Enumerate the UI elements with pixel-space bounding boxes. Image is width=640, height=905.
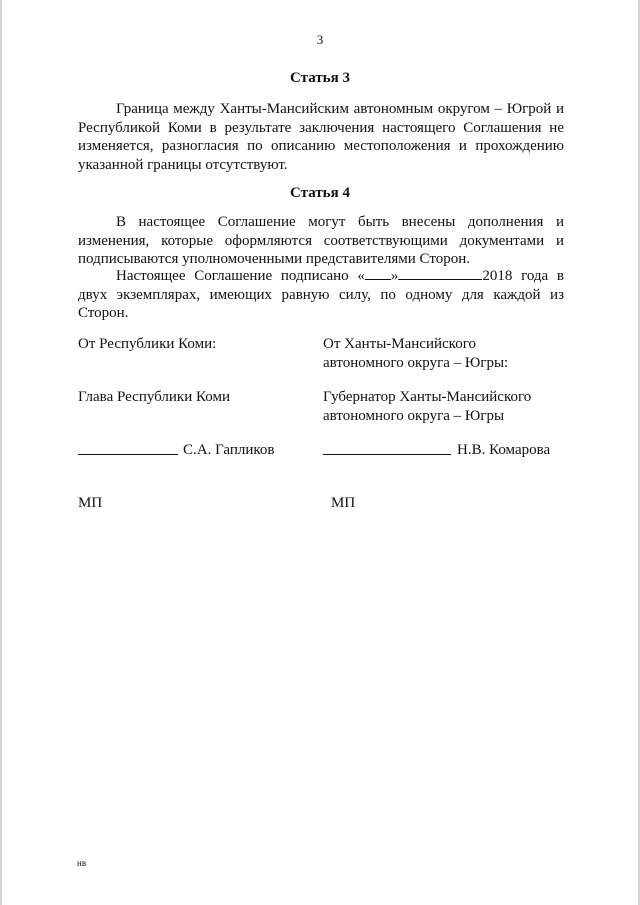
right-party-from-line2: автономного округа – Югры:: [323, 354, 509, 371]
right-party-position-line2: автономного округа – Югры: [323, 407, 505, 424]
article-3-heading: Статья 3: [290, 70, 350, 86]
signing-text-quote: »: [390, 268, 399, 284]
left-party-from: От Республики Коми:: [78, 336, 217, 352]
article-4-heading: Статья 4: [290, 185, 350, 201]
right-party-from-line1: От Ханты-Мансийского: [323, 336, 476, 352]
article-4-signing-text: [78, 266, 564, 323]
left-party-seal: МП: [78, 495, 103, 511]
left-party-position: Глава Республики Коми: [78, 389, 230, 405]
page-number: 3: [316, 32, 324, 47]
left-signature-line: [78, 454, 178, 455]
day-blank: [365, 266, 391, 280]
page-edge-left: [0, 0, 2, 905]
right-party-seal: МП: [331, 495, 356, 511]
signing-text-start: Настоящее Соглашение подписано «: [116, 268, 365, 284]
month-blank: [398, 266, 482, 280]
right-party-position: [323, 388, 531, 425]
right-party-position-line1: Губернатор Ханты-Мансийского: [323, 389, 532, 405]
signing-text-end: 2018 года в двух экземплярах, имеющих равную силу, по одному для каждой из Сторон.: [78, 268, 564, 321]
article-4-text: В настоящее Соглашение могут быть внесены дополнения и изменения, которые оформляются соответствующими документами и подписываются уполномоченными представителями Сторон.: [78, 214, 564, 267]
footer-code: нв: [77, 858, 87, 868]
right-party-from: [323, 335, 508, 372]
right-party-name: Н.В. Комарова: [457, 442, 551, 458]
right-signature-line: [323, 454, 451, 455]
article-3-text: Граница между Ханты-Мансийским автономным округом – Югрой и Республикой Коми в результате заключения настоящего Соглашения не изменяется, разногласия по описанию местоположения и прохождению указанной границы отсутствуют.: [78, 101, 564, 173]
left-party-name: С.А. Гапликов: [183, 442, 275, 458]
